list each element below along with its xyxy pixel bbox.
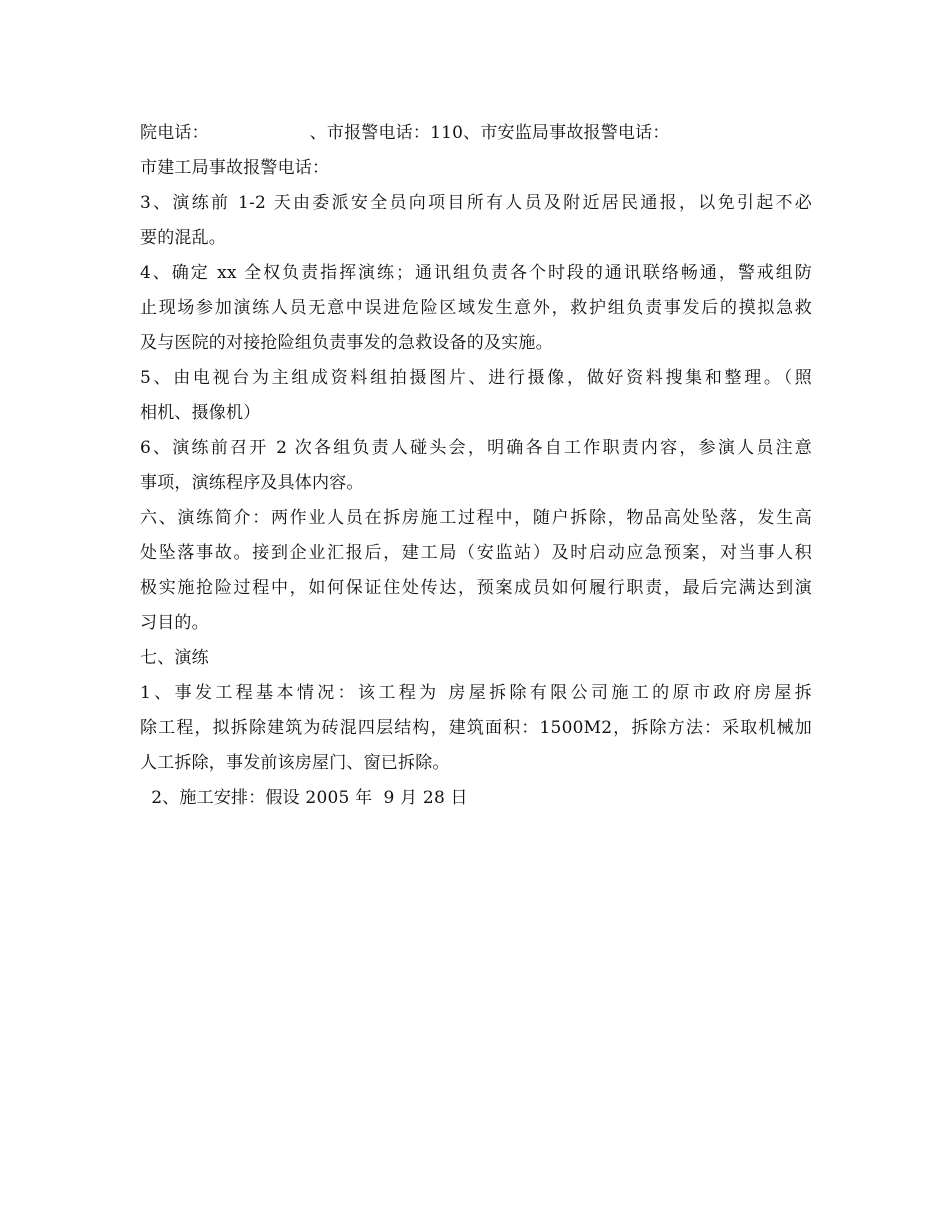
text-line-6: 止现场参加演练人员无意中误进危险区域发生意外，救护组负责事发后的摸拟急救	[140, 298, 812, 318]
text-line-15: 习目的。	[140, 613, 209, 633]
text-line-18: 除工程，拟拆除建筑为砖混四层结构，建筑面积：1500M2，拆除方法：采取机械加	[140, 718, 812, 738]
text-line-20: 2、施工安排：假设 2005 年 9 月 28 日	[140, 788, 468, 808]
text-line-14: 极实施抢险过程中，如何保证住处传达，预案成员如何履行职责，最后完满达到演	[140, 578, 812, 598]
text-line-19: 人工拆除，事发前该房屋门、窗已拆除。	[140, 753, 450, 773]
text-line-7: 及与医院的对接抢险组负责事发的急救设备的及实施。	[140, 333, 553, 353]
text-line-3: 3、演练前 1-2 天由委派安全员向项目所有人员及附近居民通报，以免引起不必	[140, 193, 812, 213]
text-line-13: 处坠落事故。接到企业汇报后，建工局（安监站）及时启动应急预案，对当事人积	[140, 543, 812, 563]
text-line-10: 6、演练前召开 2 次各组负责人碰头会，明确各自工作职责内容，参演人员注意	[140, 438, 812, 458]
document-body	[140, 116, 812, 816]
text-line-12: 六、演练简介：两作业人员在拆房施工过程中，随户拆除，物品高处坠落，发生高	[140, 508, 812, 528]
text-line-9: 相机、摄像机）	[140, 403, 261, 423]
text-line-16: 七、演练	[140, 648, 209, 668]
text-line-11: 事项，演练程序及具体内容。	[140, 473, 364, 493]
text-line-17: 1、事发工程基本情况：该工程为 房屋拆除有限公司施工的原市政府房屋拆	[140, 683, 812, 703]
text-line-2: 市建工局事故报警电话：	[140, 158, 330, 178]
text-line-8: 5、由电视台为主组成资料组拍摄图片、进行摄像，做好资料搜集和整理。（照	[140, 368, 812, 388]
text-line-5: 4、确定 xx 全权负责指挥演练；通讯组负责各个时段的通讯联络畅通，警戒组防	[140, 263, 812, 283]
text-line-4: 要的混乱。	[140, 228, 226, 248]
text-line-1: 院电话： 、市报警电话：110、市安监局事故报警电话：	[140, 123, 670, 143]
